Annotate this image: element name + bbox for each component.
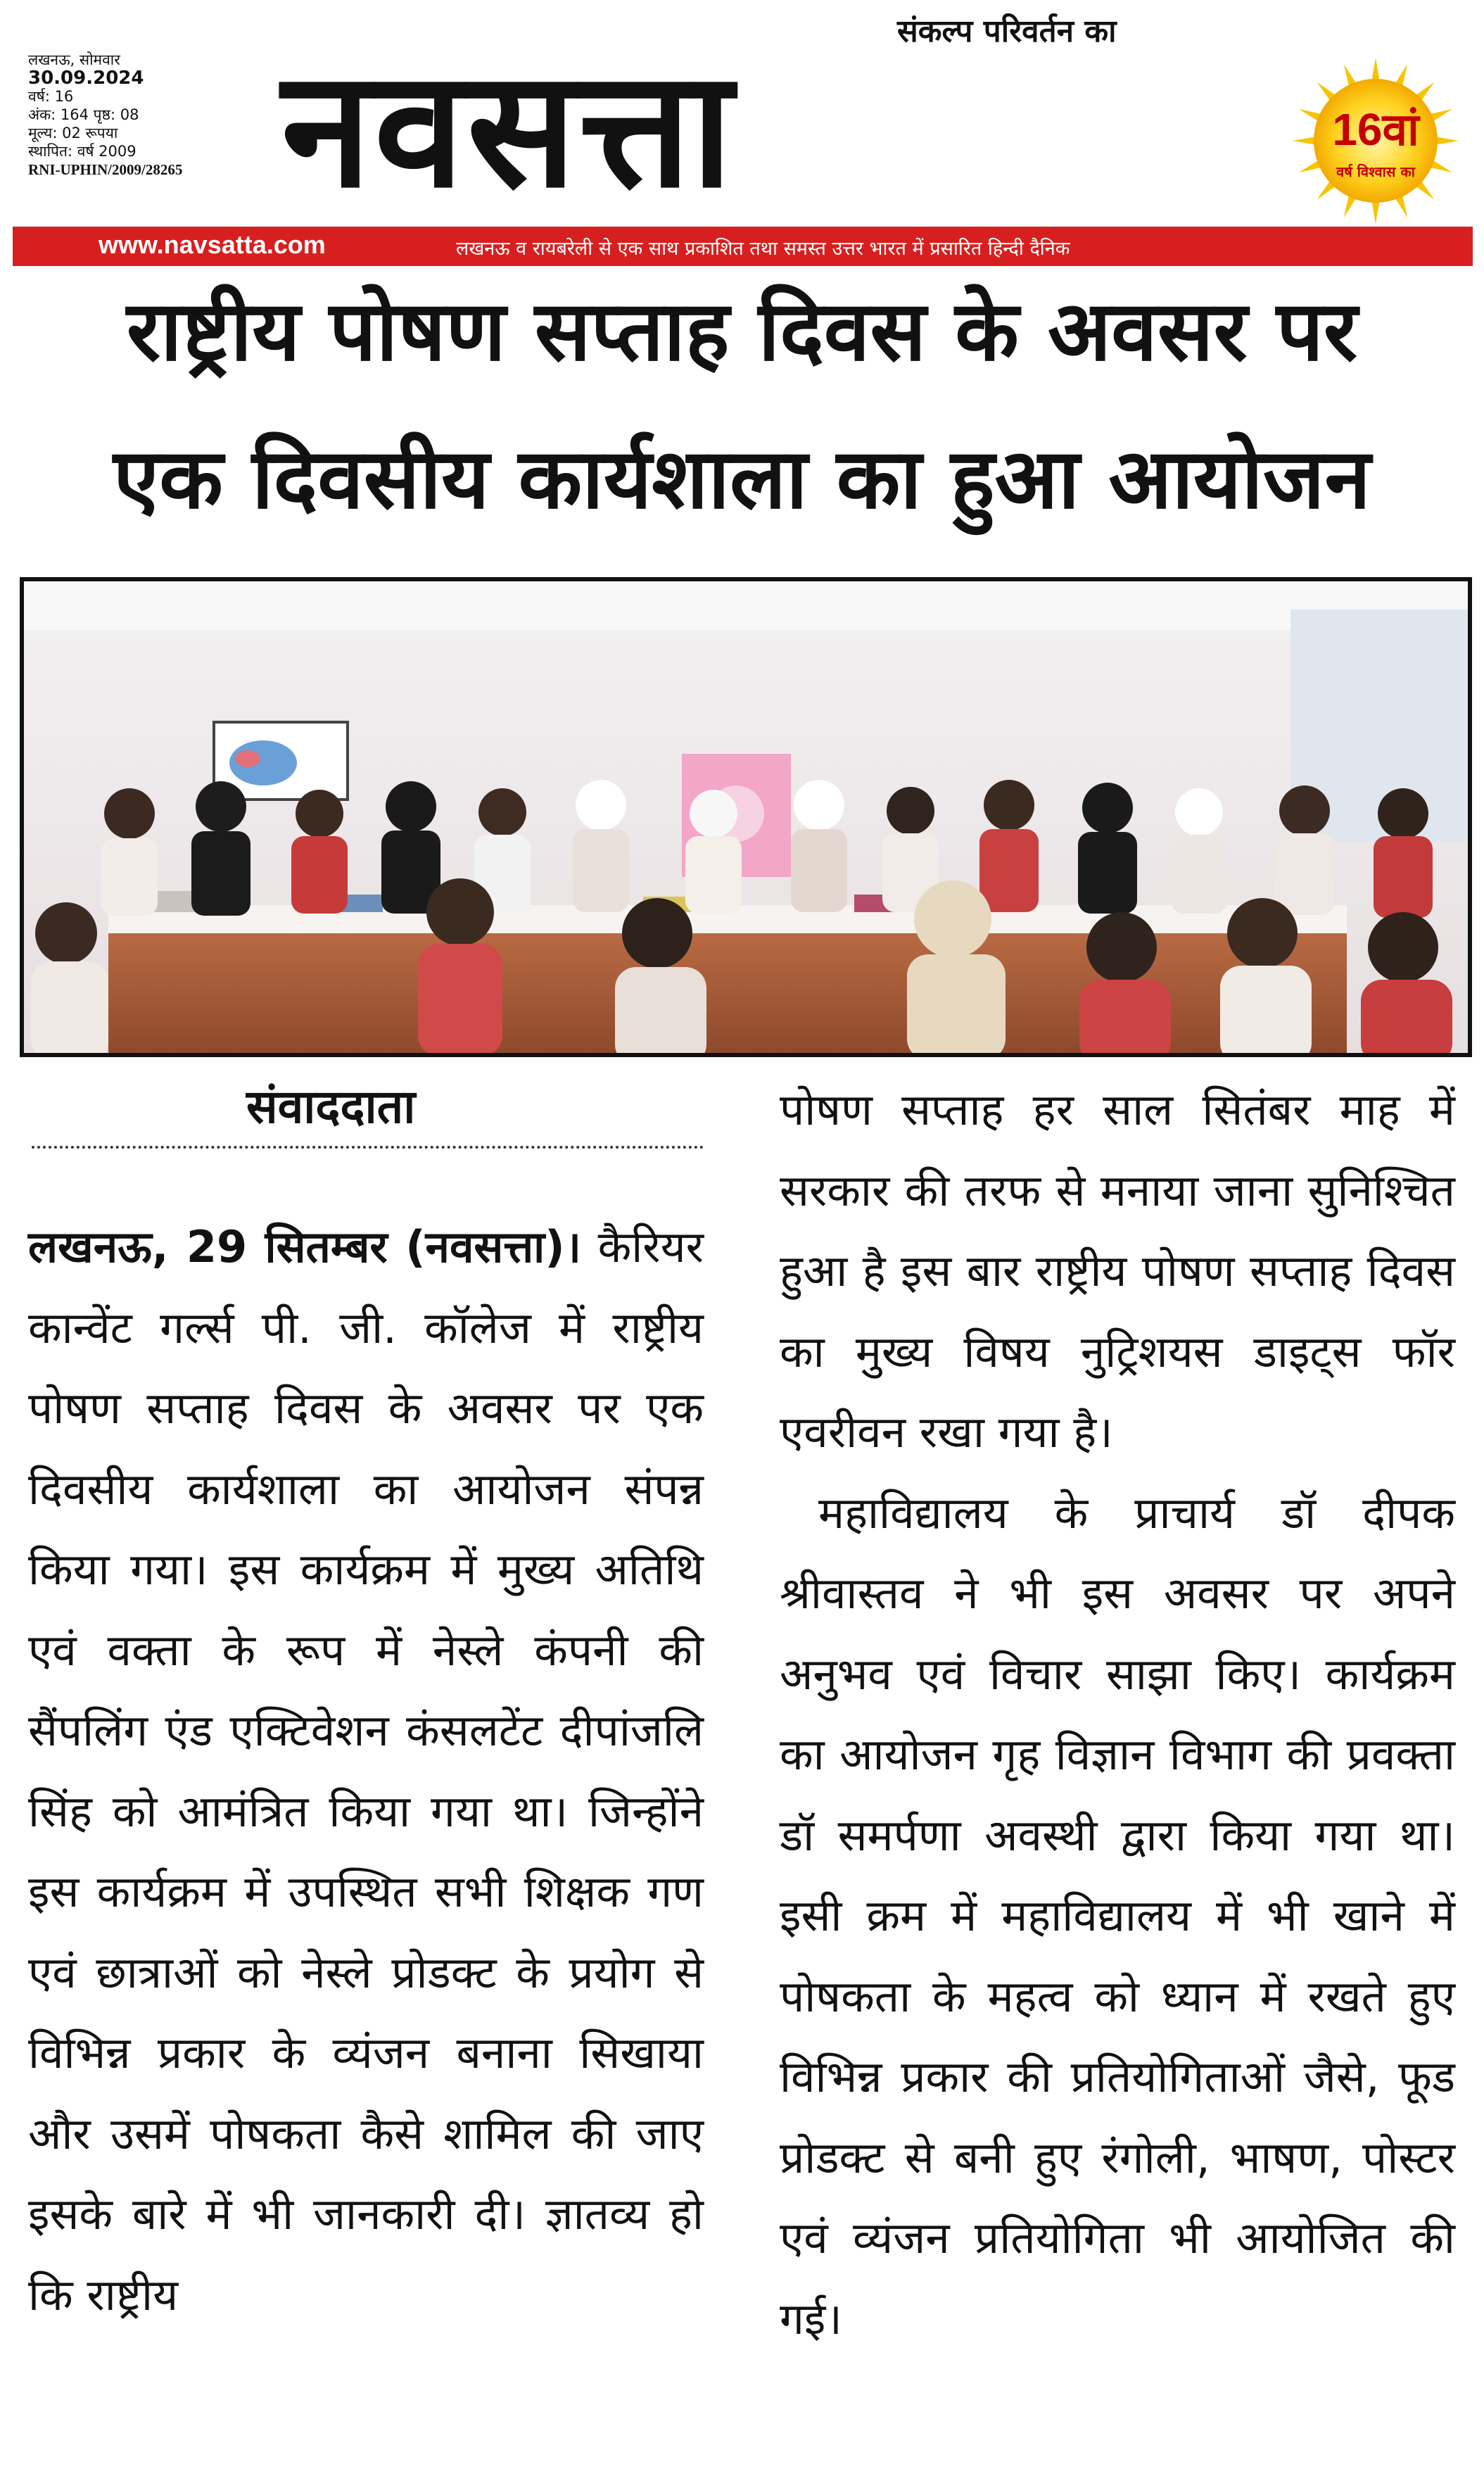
paragraph-text: कैरियर कान्वेंट गर्ल्स पी. जी. कॉलेज में राष्ट्रीय पोषण सप्ताह दिवस के अवसर पर एक दिवसीय कार्यशाला का आयोजन संपन्न किया गया। इस कार्यक्रम में मुख्य अतिथि एवं वक्ता के रूप में नेस्ले कंपनी की सैंपलिंग एंड एक्टिवेशन कंसलटेंट दीपांजलि सिंह को आमंत्रित किया गया था। जिन्होंने इस कार्यक्रम में उपस्थित सभी शिक्षक गण एवं छात्राओं को नेस्ले प्रोडक्ट के प्रयोग से विभिन्न प्रकार के व्यंजन बनाना सिखाया और उसमें पोषकता कैसे शामिल की जाए इसके बारे में भी जानकारी दी। ज्ञातव्य हो कि राष्ट्रीय (28, 1221, 704, 2320)
meta-line: 30.09.2024 (28, 68, 144, 89)
byline: संवाददाता (246, 1080, 416, 1134)
meta-line: स्थापित: वर्ष 2009 (28, 143, 137, 160)
meta-line: लखनऊ, सोमवार (28, 51, 120, 68)
badge-number: 16वां (1332, 104, 1419, 155)
workshop-photo (24, 581, 1468, 1053)
meta-line: वर्ष: 16 (28, 88, 74, 105)
anniversary-badge (1291, 56, 1460, 225)
newspaper-name: नवसत्ता (281, 36, 736, 224)
tagline: संकल्प परिवर्तन का (897, 13, 1117, 49)
article-paragraph: पोषण सप्ताह हर साल सितंबर माह में सरकार की तरफ से मनाया जाना सुनिश्चित हुआ है इस बार राष्ट्रीय पोषण सप्ताह दिवस का मुख्य विषय नुट्रिशयस डाइट्स फॉर एवरीवन रखा गया है। (780, 1084, 1455, 1458)
dateline: लखनऊ, 29 सितम्बर (नवसत्ता)। (28, 1221, 582, 1273)
publication-info: लखनऊ व रायबरेली से एक साथ प्रकाशित तथा समस्त उत्तर भारत में प्रसारित हिन्दी दैनिक (456, 238, 1070, 260)
edition-meta (28, 51, 239, 179)
byline-divider (32, 1146, 704, 1149)
article-paragraph (28, 1207, 704, 2335)
meta-line: मूल्य: 02 रूपया (28, 125, 118, 141)
meta-line: RNI-UPHIN/2009/28265 (28, 161, 183, 178)
website-link[interactable]: www.navsatta.com (99, 230, 326, 259)
headline-line-2: एक दिवसीय कार्यशाला का हुआ आयोजन (113, 430, 1371, 527)
badge-subtitle: वर्ष विश्वास का (1336, 163, 1415, 180)
headline-line-1: राष्ट्रीय पोषण सप्ताह दिवस के अवसर पर (126, 282, 1358, 379)
article-column-left (28, 1207, 704, 2335)
article-column-right (780, 1070, 1455, 2359)
article-paragraph: महाविद्यालय के प्राचार्य डॉ दीपक श्रीवास्तव ने भी इस अवसर पर अपने अनुभव एवं विचार साझा किए। कार्यक्रम का आयोजन गृह विज्ञान विभाग की प्रवक्ता डॉ समर्पणा अवस्थी द्वारा किया गया था। इसी क्रम में महाविद्यालय में भी खाने में पोषकता के महत्व को ध्यान में रखते हुए विभिन्न प्रकार की प्रतियोगिताओं जैसे, फूड प्रोडक्ट से बनी हुए रंगोली, भाषण, पोस्टर एवं व्यंजन प्रतियोगिता भी आयोजित की गई। (780, 1486, 1455, 2344)
meta-line: अंक: 164 पृष्ठ: 08 (28, 106, 139, 123)
event-photo (20, 577, 1472, 1057)
